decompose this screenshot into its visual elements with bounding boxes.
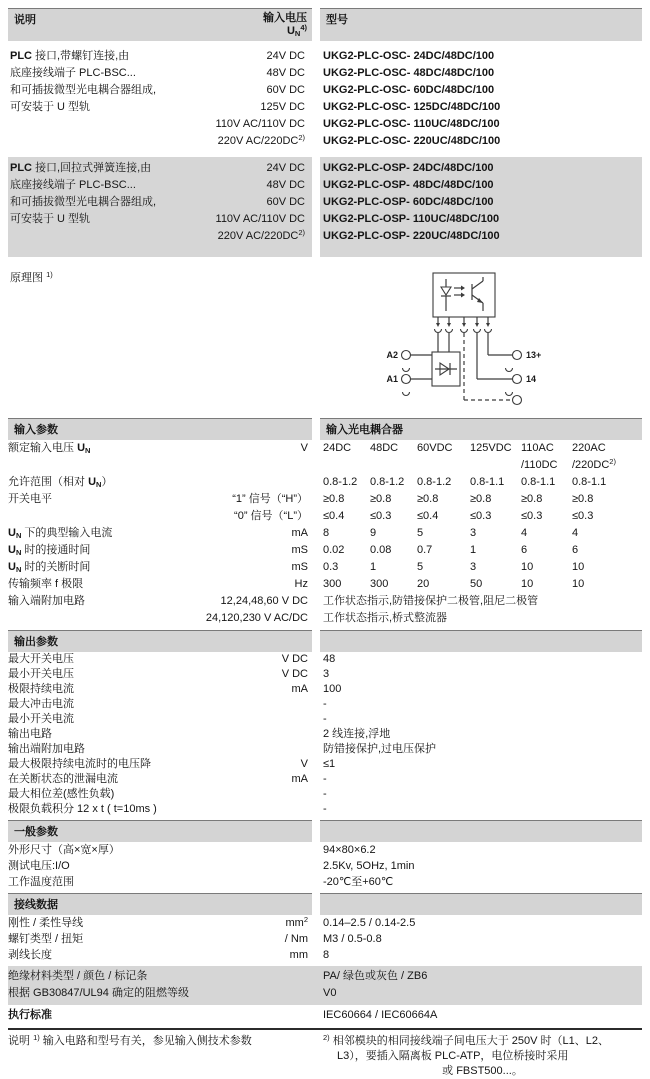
voltage-line: 110V AC/110V DC xyxy=(215,118,305,130)
value-110ac: 10 xyxy=(521,561,534,573)
header-cell-description xyxy=(8,8,312,41)
value-60vdc: 5 xyxy=(417,561,424,573)
param-label: 最大开关电压 xyxy=(8,653,74,665)
param-value: 2 线连接,浮地 xyxy=(323,728,391,740)
param-label: 最大极限持续电流时的电压降 xyxy=(8,758,151,770)
value-110ac: ≤0.3 xyxy=(521,510,543,522)
description-line: 可安装于 U 型轨 xyxy=(10,213,91,225)
description-line: 底座接线端子 PLC-BSC... xyxy=(10,67,136,79)
section-header-general xyxy=(8,820,642,842)
voltage-line: 48V DC xyxy=(266,179,305,191)
param-label: $U_N$ 时的接通时间 xyxy=(8,544,91,557)
value-110ac: 6 xyxy=(521,544,528,556)
osp-left-cell xyxy=(8,157,312,257)
voltage-line: 24V DC xyxy=(266,50,305,62)
value-60vdc: 0.8-1.2 xyxy=(417,476,452,488)
param-value: 工作状态指示,防错接保护二极管,阻尼二极管 xyxy=(323,595,539,607)
param-row xyxy=(8,915,642,931)
param-label: 开关电平 xyxy=(8,493,52,505)
value-125vdc: 3 xyxy=(470,561,477,573)
terminal-a2-label: A2 xyxy=(386,350,398,360)
param-row xyxy=(8,697,642,712)
output-parameter-rows xyxy=(8,652,642,817)
input-additional-circuit-rows xyxy=(8,593,642,627)
model-number: UKG2-PLC-OSC- 125DC/48DC/100 xyxy=(323,101,501,113)
section-header-output xyxy=(8,630,642,652)
param-condition: “0” 信号（“L”） xyxy=(234,510,308,522)
general-section-title: 一般参数 xyxy=(8,820,312,842)
description-line: 和可插拔微型光电耦合器组成, xyxy=(10,196,157,208)
col-label-model: 型号 xyxy=(326,14,348,26)
value-60vdc: 20 xyxy=(417,578,430,590)
param-label: 传输频率 f 极限 xyxy=(8,578,84,590)
param-condition: 24,120,230 V AC/DC xyxy=(205,612,308,624)
osp-description xyxy=(10,160,156,228)
param-value: -20℃至+60℃ xyxy=(323,876,394,888)
param-unit xyxy=(302,802,308,817)
voltage-line: 48V DC xyxy=(266,67,305,79)
osc-models xyxy=(320,45,642,153)
wiring-section-title: 接线数据 xyxy=(8,893,312,915)
param-value: PA/ 绿色或灰色 / ZB6 xyxy=(323,970,428,982)
model-number: UKG2-PLC-OSC- 110UC/48DC/100 xyxy=(323,118,500,130)
param-row xyxy=(8,985,642,1002)
footnote-right-line2: L3），要插入隔离板 PLC-ATP，电位桥接时采用 xyxy=(337,1050,569,1062)
param-unit: mA xyxy=(291,773,308,785)
param-label: 最大相位差(感性负载) xyxy=(8,788,115,800)
value-60vdc: 60VDC xyxy=(417,442,453,454)
param-value: - xyxy=(323,803,327,815)
param-row xyxy=(8,525,642,542)
param-label: 输入端附加电路 xyxy=(8,595,85,607)
model-number: UKG2-PLC-OSP- 60DC/48DC/100 xyxy=(323,196,494,208)
value-110ac: 4 xyxy=(521,527,528,539)
terminal-a1-icon xyxy=(402,375,411,384)
param-unit: / Nm xyxy=(284,933,308,945)
model-number: UKG2-PLC-OSP- 110UC/48DC/100 xyxy=(323,213,500,225)
param-label: 最小开关电流 xyxy=(8,713,74,725)
param-value: 防错接保护,过电压保护 xyxy=(323,743,437,755)
voltage-line: 60V DC xyxy=(266,196,305,208)
model-number: UKG2-PLC-OSC- 24DC/48DC/100 xyxy=(323,50,495,62)
param-row xyxy=(8,576,642,593)
value-110ac: 0.8-1.1 xyxy=(521,476,556,488)
param-value: - xyxy=(323,788,327,800)
general-section-title-right xyxy=(320,820,642,842)
wiring-parameter-rows xyxy=(8,915,642,963)
description-line: 和可插拔微型光电耦合器组成, xyxy=(10,84,157,96)
voltage-line: 60V DC xyxy=(266,84,305,96)
value-48dc: ≤0.3 xyxy=(370,510,392,522)
param-condition: mS xyxy=(291,561,308,573)
value-125vdc: 3 xyxy=(470,527,477,539)
param-unit xyxy=(302,727,308,742)
value-24dc: 300 xyxy=(323,578,342,590)
description-line: PLC 接口,带螺钉连接,由 xyxy=(10,50,130,62)
param-unit xyxy=(302,842,308,858)
param-value: V0 xyxy=(323,987,337,999)
param-condition: mS xyxy=(291,544,308,556)
value-60vdc: 5 xyxy=(417,527,424,539)
param-row xyxy=(8,802,642,817)
general-parameter-rows xyxy=(8,842,642,890)
value-60vdc: ≤0.4 xyxy=(417,510,439,522)
value-125vdc: 0.8-1.1 xyxy=(470,476,505,488)
value-48dc: 48DC xyxy=(370,442,399,454)
param-label: 绝缘材料类型 / 颜色 / 标记条 xyxy=(8,970,148,982)
value-48dc: 300 xyxy=(370,578,389,590)
description-line: PLC 接口,回拉式弹簧连接,由 xyxy=(10,162,152,174)
voltage-line: 110V AC/110V DC xyxy=(215,213,305,225)
model-number: UKG2-PLC-OSP- 48DC/48DC/100 xyxy=(323,179,494,191)
param-value: - xyxy=(323,773,327,785)
param-label: 输出端附加电路 xyxy=(8,743,85,755)
terminal-a1-label: A1 xyxy=(386,374,398,384)
plug-contacts-icon xyxy=(435,317,492,333)
param-unit: V DC xyxy=(281,653,308,665)
terminal-13-icon xyxy=(513,351,522,360)
footnote-section xyxy=(8,1028,642,1079)
terminal-a2-icon xyxy=(402,351,411,360)
standard-row xyxy=(8,1007,642,1024)
osp-models xyxy=(320,157,642,257)
selection-block-osc xyxy=(8,45,642,153)
value-220ac: 4 xyxy=(572,527,579,539)
principle-diagram-section xyxy=(8,269,642,415)
param-row xyxy=(8,772,642,787)
model-number: UKG2-PLC-OSC- 60DC/48DC/100 xyxy=(323,84,495,96)
param-label: 工作温度范围 xyxy=(8,876,74,888)
param-value: 2.5Kv, 5OHz, 1min xyxy=(323,860,415,872)
param-label: 在关断状态的泄漏电流 xyxy=(8,773,118,785)
value-125vdc: ≤0.3 xyxy=(470,510,492,522)
description-line: 可安装于 U 型轨 xyxy=(10,101,91,113)
footnote-left: 说明 $^{1)}$ 输入电路和型号有关，参见输入侧技术参数 xyxy=(8,1033,252,1047)
value-220ac: 10 xyxy=(572,578,585,590)
param-row xyxy=(8,842,642,858)
output-section-title-right xyxy=(320,630,642,652)
value-125vdc: ≥0.8 xyxy=(470,493,492,505)
param-row xyxy=(8,652,642,667)
param-label: 根据 GB30847/UL94 确定的阻燃等级 xyxy=(8,987,189,999)
param-unit xyxy=(302,697,308,712)
value-48dc: 0.08 xyxy=(370,544,392,556)
param-value: 3 xyxy=(323,668,330,680)
selection-table-header xyxy=(8,8,642,41)
param-value: M3 / 0.5-0.8 xyxy=(323,933,382,945)
model-number: UKG2-PLC-OSP- 220UC/48DC/100 xyxy=(323,230,500,242)
footnote-right-line1: $^{2)}$ 相邻模块的相同接线端子间电压大于 250V 时（L1、L2、 xyxy=(323,1033,609,1047)
value-125vdc: 125VDC xyxy=(470,442,512,454)
circuit-diagram xyxy=(376,269,650,411)
param-unit: $mm^2$ xyxy=(285,915,308,929)
param-label: 测试电压:I/O xyxy=(8,860,70,872)
model-number: UKG2-PLC-OSC- 220UC/48DC/100 xyxy=(323,135,501,147)
standard-value: IEC60664 / IEC60664A xyxy=(323,1009,438,1021)
param-label: 刚性 / 柔性导线 xyxy=(8,917,84,929)
value-24dc: ≥0.8 xyxy=(323,493,345,505)
param-label: 允许范围（相对 $U_N$） xyxy=(8,476,113,489)
input-parameter-rows xyxy=(8,440,642,593)
param-unit: mA xyxy=(291,683,308,695)
param-value: - xyxy=(323,698,327,710)
param-row xyxy=(8,968,642,985)
param-value: 48 xyxy=(323,653,336,665)
param-label: 极限持续电流 xyxy=(8,683,74,695)
insulation-rows xyxy=(8,966,642,1005)
param-label: $U_N$ 时的关断时间 xyxy=(8,561,91,574)
value-110ac: 10 xyxy=(521,578,534,590)
value-24dc: 24DC xyxy=(323,442,352,454)
value-220ac: 0.8-1.1 xyxy=(572,476,607,488)
input-optocoupler-title: 输入光电耦合器 xyxy=(320,418,642,440)
param-row xyxy=(8,874,642,890)
param-row xyxy=(8,931,642,947)
param-row xyxy=(8,508,642,525)
param-condition: V xyxy=(300,442,308,454)
col-label-description: 说明 xyxy=(14,14,36,26)
terminal-14-label: 14 xyxy=(526,374,537,384)
param-unit xyxy=(302,712,308,727)
value-110ac: ≥0.8 xyxy=(521,493,543,505)
value-48dc: 1 xyxy=(370,561,377,573)
osc-left-cell xyxy=(8,45,312,153)
value-48dc: 0.8-1.2 xyxy=(370,476,405,488)
param-value: ≤1 xyxy=(323,758,336,770)
param-value: 100 xyxy=(323,683,342,695)
principle-diagram-label: 原理图 $^{1)}$ xyxy=(10,270,53,284)
param-condition: mA xyxy=(291,527,308,539)
osc-description xyxy=(10,48,156,116)
param-row xyxy=(8,542,642,559)
param-unit xyxy=(302,858,308,874)
terminal-14-icon xyxy=(513,375,522,384)
section-header-wiring xyxy=(8,893,642,915)
value-24dc: 0.02 xyxy=(323,544,345,556)
value-60vdc: 0.7 xyxy=(417,544,433,556)
voltage-line: 220V AC/220DC$^{2)}$ xyxy=(217,133,305,147)
value-24dc: 0.3 xyxy=(323,561,339,573)
param-condition: 12,24,48,60 V DC xyxy=(220,595,308,607)
param-label: 螺钉类型 / 扭矩 xyxy=(8,933,84,945)
param-row xyxy=(8,742,642,757)
param-unit xyxy=(302,742,308,757)
param-label: 外形尺寸（高×宽×厚） xyxy=(8,844,120,856)
param-label: 最大冲击电流 xyxy=(8,698,74,710)
value-220ac: ≤0.3 xyxy=(572,510,594,522)
param-row xyxy=(8,667,642,682)
section-header-input xyxy=(8,418,642,440)
param-row xyxy=(8,610,642,627)
param-row xyxy=(8,787,642,802)
voltage-line: 125V DC xyxy=(260,101,305,113)
footnote-right xyxy=(313,1034,642,1079)
param-label: 剥线长度 xyxy=(8,949,52,961)
voltage-line: 24V DC xyxy=(266,162,305,174)
param-condition: Hz xyxy=(294,578,308,590)
value-220ac: 6 xyxy=(572,544,579,556)
terminal-shield-icon xyxy=(513,396,522,405)
voltage-line: 220V AC/220DC$^{2)}$ xyxy=(217,228,305,242)
param-unit xyxy=(302,787,308,802)
value-24dc: 8 xyxy=(323,527,330,539)
selection-block-osp xyxy=(8,157,642,257)
param-row xyxy=(8,474,642,491)
footnote-right-line3: 或 FBST500...。 xyxy=(442,1065,523,1077)
description-line: 底座接线端子 PLC-BSC... xyxy=(10,179,136,191)
terminal-13-label: 13+ xyxy=(526,350,542,360)
param-label: 最小开关电压 xyxy=(8,668,74,680)
value-125vdc: 50 xyxy=(470,578,483,590)
param-unit xyxy=(302,874,308,890)
col-label-input-voltage: 输入电压 $U_N^{4)}$ xyxy=(263,12,307,38)
value-220ac: 220AC /220DC$^{2)}$ xyxy=(572,442,616,471)
param-label: 极限负载积分 12 x t ( t=10ms ) xyxy=(8,803,157,815)
value-60vdc: ≥0.8 xyxy=(417,493,439,505)
value-110ac: 110AC /110DC xyxy=(521,442,558,471)
model-number: UKG2-PLC-OSC- 48DC/48DC/100 xyxy=(323,67,495,79)
param-row xyxy=(8,593,642,610)
param-row xyxy=(8,727,642,742)
header-cell-model xyxy=(320,8,642,41)
param-value: 8 xyxy=(323,949,330,961)
param-value: 工作状态指示,桥式整流器 xyxy=(323,612,448,624)
param-unit: V DC xyxy=(281,668,308,680)
param-value: 0.14–2.5 / 0.14-2.5 xyxy=(323,917,416,929)
param-condition xyxy=(302,474,308,491)
param-label: $U_N$ 下的典型输入电流 xyxy=(8,527,113,540)
value-24dc: ≤0.4 xyxy=(323,510,345,522)
param-condition: “1” 信号（“H”） xyxy=(232,493,308,505)
output-section-title: 输出参数 xyxy=(8,630,312,652)
model-number: UKG2-PLC-OSP- 24DC/48DC/100 xyxy=(323,162,494,174)
param-row xyxy=(8,559,642,576)
param-row xyxy=(8,491,642,508)
standard-label: 执行标准 xyxy=(8,1009,52,1021)
param-value: 94×80×6.2 xyxy=(323,844,376,856)
value-220ac: 10 xyxy=(572,561,585,573)
param-row xyxy=(8,682,642,697)
input-section-title: 输入参数 xyxy=(8,418,312,440)
param-value: - xyxy=(323,713,327,725)
value-24dc: 0.8-1.2 xyxy=(323,476,358,488)
param-row xyxy=(8,858,642,874)
param-unit: mm xyxy=(289,949,308,961)
param-row xyxy=(8,440,642,474)
value-220ac: ≥0.8 xyxy=(572,493,594,505)
param-row xyxy=(8,712,642,727)
value-48dc: ≥0.8 xyxy=(370,493,392,505)
param-unit: V xyxy=(300,758,308,770)
value-125vdc: 1 xyxy=(470,544,477,556)
wiring-section-title-right xyxy=(320,893,642,915)
param-label: 输出电路 xyxy=(8,728,52,740)
param-row xyxy=(8,757,642,772)
param-row xyxy=(8,947,642,963)
value-48dc: 9 xyxy=(370,527,377,539)
param-label: 额定输入电压 $U_N$ xyxy=(8,442,91,455)
